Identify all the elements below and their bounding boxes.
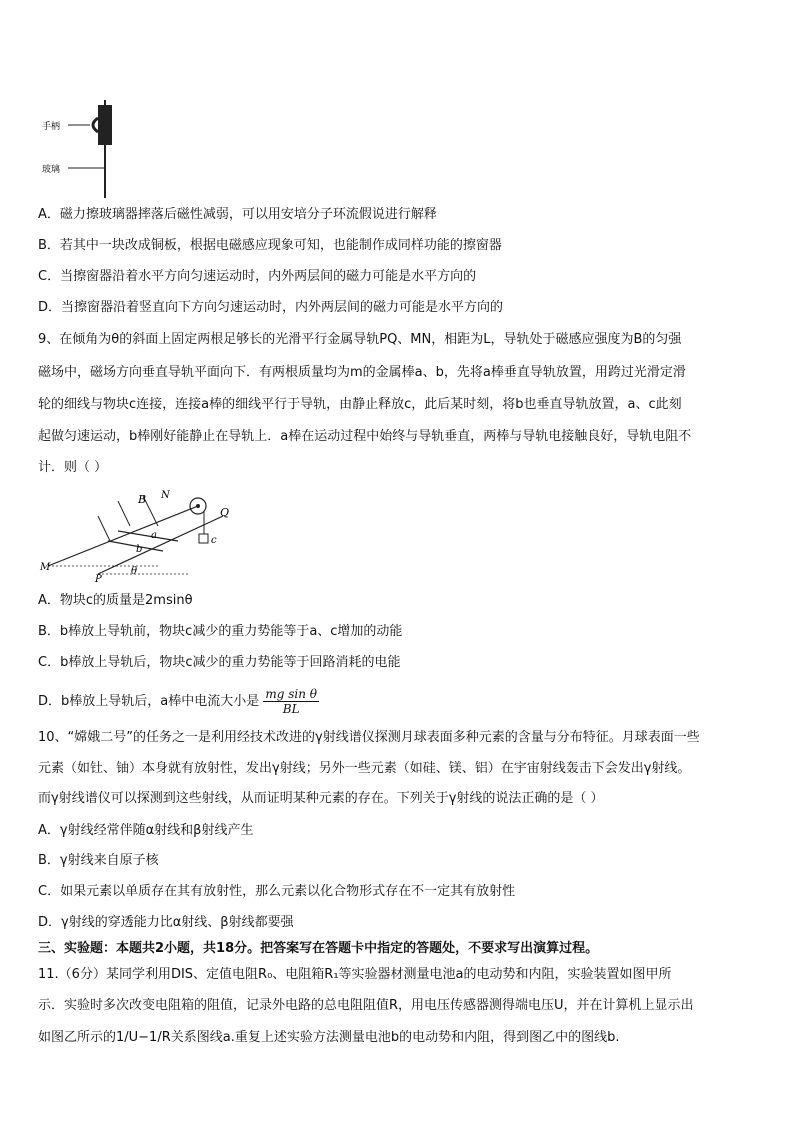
label-Q: Q <box>220 506 230 519</box>
label-N: N <box>161 490 170 501</box>
q10-option-b: B．γ射线来自原子核 <box>38 853 159 868</box>
q10-option-a: A．γ射线经常伴随α射线和β射线产生 <box>38 823 254 838</box>
q10-stem-line2: 元素（如钍、铀）本身就有放射性，发出γ射线；另外一些元素（如硅、镁、铝）在宇宙射线轰击下会发出γ射线。 <box>38 761 691 776</box>
q11-stem-line3: 如图乙所示的1/U−1/R关系图线a.重复上述实验方法测量电池b的电动势和内阻，得到图乙中的图线b. <box>38 1030 620 1045</box>
q11-stem-line1: 11.（6分）某同学利用DIS、定值电阻R₀、电阻箱R₁等实验器材测量电池a的电动势和内阻，实验装置如图甲所 <box>38 967 672 982</box>
label-c: c <box>211 535 217 546</box>
glass-label: 玻璃 <box>42 165 61 175</box>
q11-stem-line2: 示．实验时多次改变电阻箱的阻值，记录外电路的总电阻阻值R，用电压传感器测得端电压U，并在计算机上显示出 <box>38 998 694 1013</box>
q9-option-c: C．b棒放上导轨后，物块c减少的重力势能等于回路消耗的电能 <box>38 655 401 670</box>
fraction-numerator: mg sin θ <box>265 687 318 701</box>
q9-option-a: A．物块c的质量是2msinθ <box>38 593 193 608</box>
q9-stem-line3: 轮的细线与物块c连接，连接a棒的细线平行于导轨，由静止释放c，此后某时刻，将b也垂直导轨放置，a、c此刻 <box>38 397 682 412</box>
q8-option-d: D．当擦窗器沿着竖直向下方向匀速运动时，内外两层间的磁力可能是水平方向的 <box>38 300 504 315</box>
q9-stem-line1: 9、在倾角为θ的斜面上固定两根足够长的光滑平行金属导轨PQ、MN，相距为L，导轨处于磁感应强度为B的匀强 <box>38 332 682 347</box>
q9-option-b: B．b棒放上导轨前，物块c减少的重力势能等于a、c增加的动能 <box>38 624 403 639</box>
q9-stem-line4: 起做匀速运动，b棒刚好能静止在导轨上．a棒在运动过程中始终与导轨垂直，两棒与导轨电接触良好，导轨电阻不 <box>38 429 692 444</box>
label-M: M <box>40 562 51 573</box>
q9-stem-line2: 磁场中，磁场方向垂直导轨平面向下．有两根质量均为m的金属棒a、b，先将a棒垂直导轨放置，用跨过光滑定滑 <box>38 365 686 380</box>
label-theta: θ <box>131 566 138 577</box>
q9-option-d <box>38 684 758 720</box>
q8-option-c: C．当擦窗器沿着水平方向匀速运动时，内外两层间的磁力可能是水平方向的 <box>38 269 477 284</box>
q10-stem-line1: 10、“嫦娥二号”的任务之一是利用经技术改进的γ射线谱仪探测月球表面多种元素的含量与分布特征。月球表面一些 <box>38 730 700 745</box>
q10-stem-line3: 而γ射线谱仪可以探测到这些射线，从而证明某种元素的存在。下列关于γ射线的说法正确的是（ ） <box>38 791 604 806</box>
wiper-figure <box>38 100 128 200</box>
rails-figure <box>38 486 248 586</box>
q9-option-d-prefix: D．b棒放上导轨后，a棒中电流大小是 <box>38 694 260 709</box>
q8-option-a: A．磁力擦玻璃器摔落后磁性减弱，可以用安培分子环流假说进行解释 <box>38 207 437 222</box>
current-fraction <box>263 687 319 716</box>
q8-option-b: B．若其中一块改成铜板，根据电磁感应现象可知，也能制作成同样功能的擦窗器 <box>38 238 502 253</box>
label-a: a <box>151 530 157 541</box>
label-P: P <box>95 574 102 585</box>
handle-label: 手柄 <box>42 122 61 132</box>
label-b: b <box>136 544 143 555</box>
q10-option-d: D．γ射线的穿透能力比α射线、β射线都要强 <box>38 915 294 930</box>
label-B: B <box>138 493 147 506</box>
q9-stem-line5: 计．则（ ） <box>38 460 108 475</box>
q10-option-c: C．如果元素以单质存在其有放射性，那么元素以化合物形式存在不一定其有放射性 <box>38 884 516 899</box>
section-heading: 三、实验题：本题共2小题，共18分。把答案写在答题卡中指定的答题处，不要求写出演算过程。 <box>38 941 599 956</box>
fraction-denominator: BL <box>282 702 300 716</box>
